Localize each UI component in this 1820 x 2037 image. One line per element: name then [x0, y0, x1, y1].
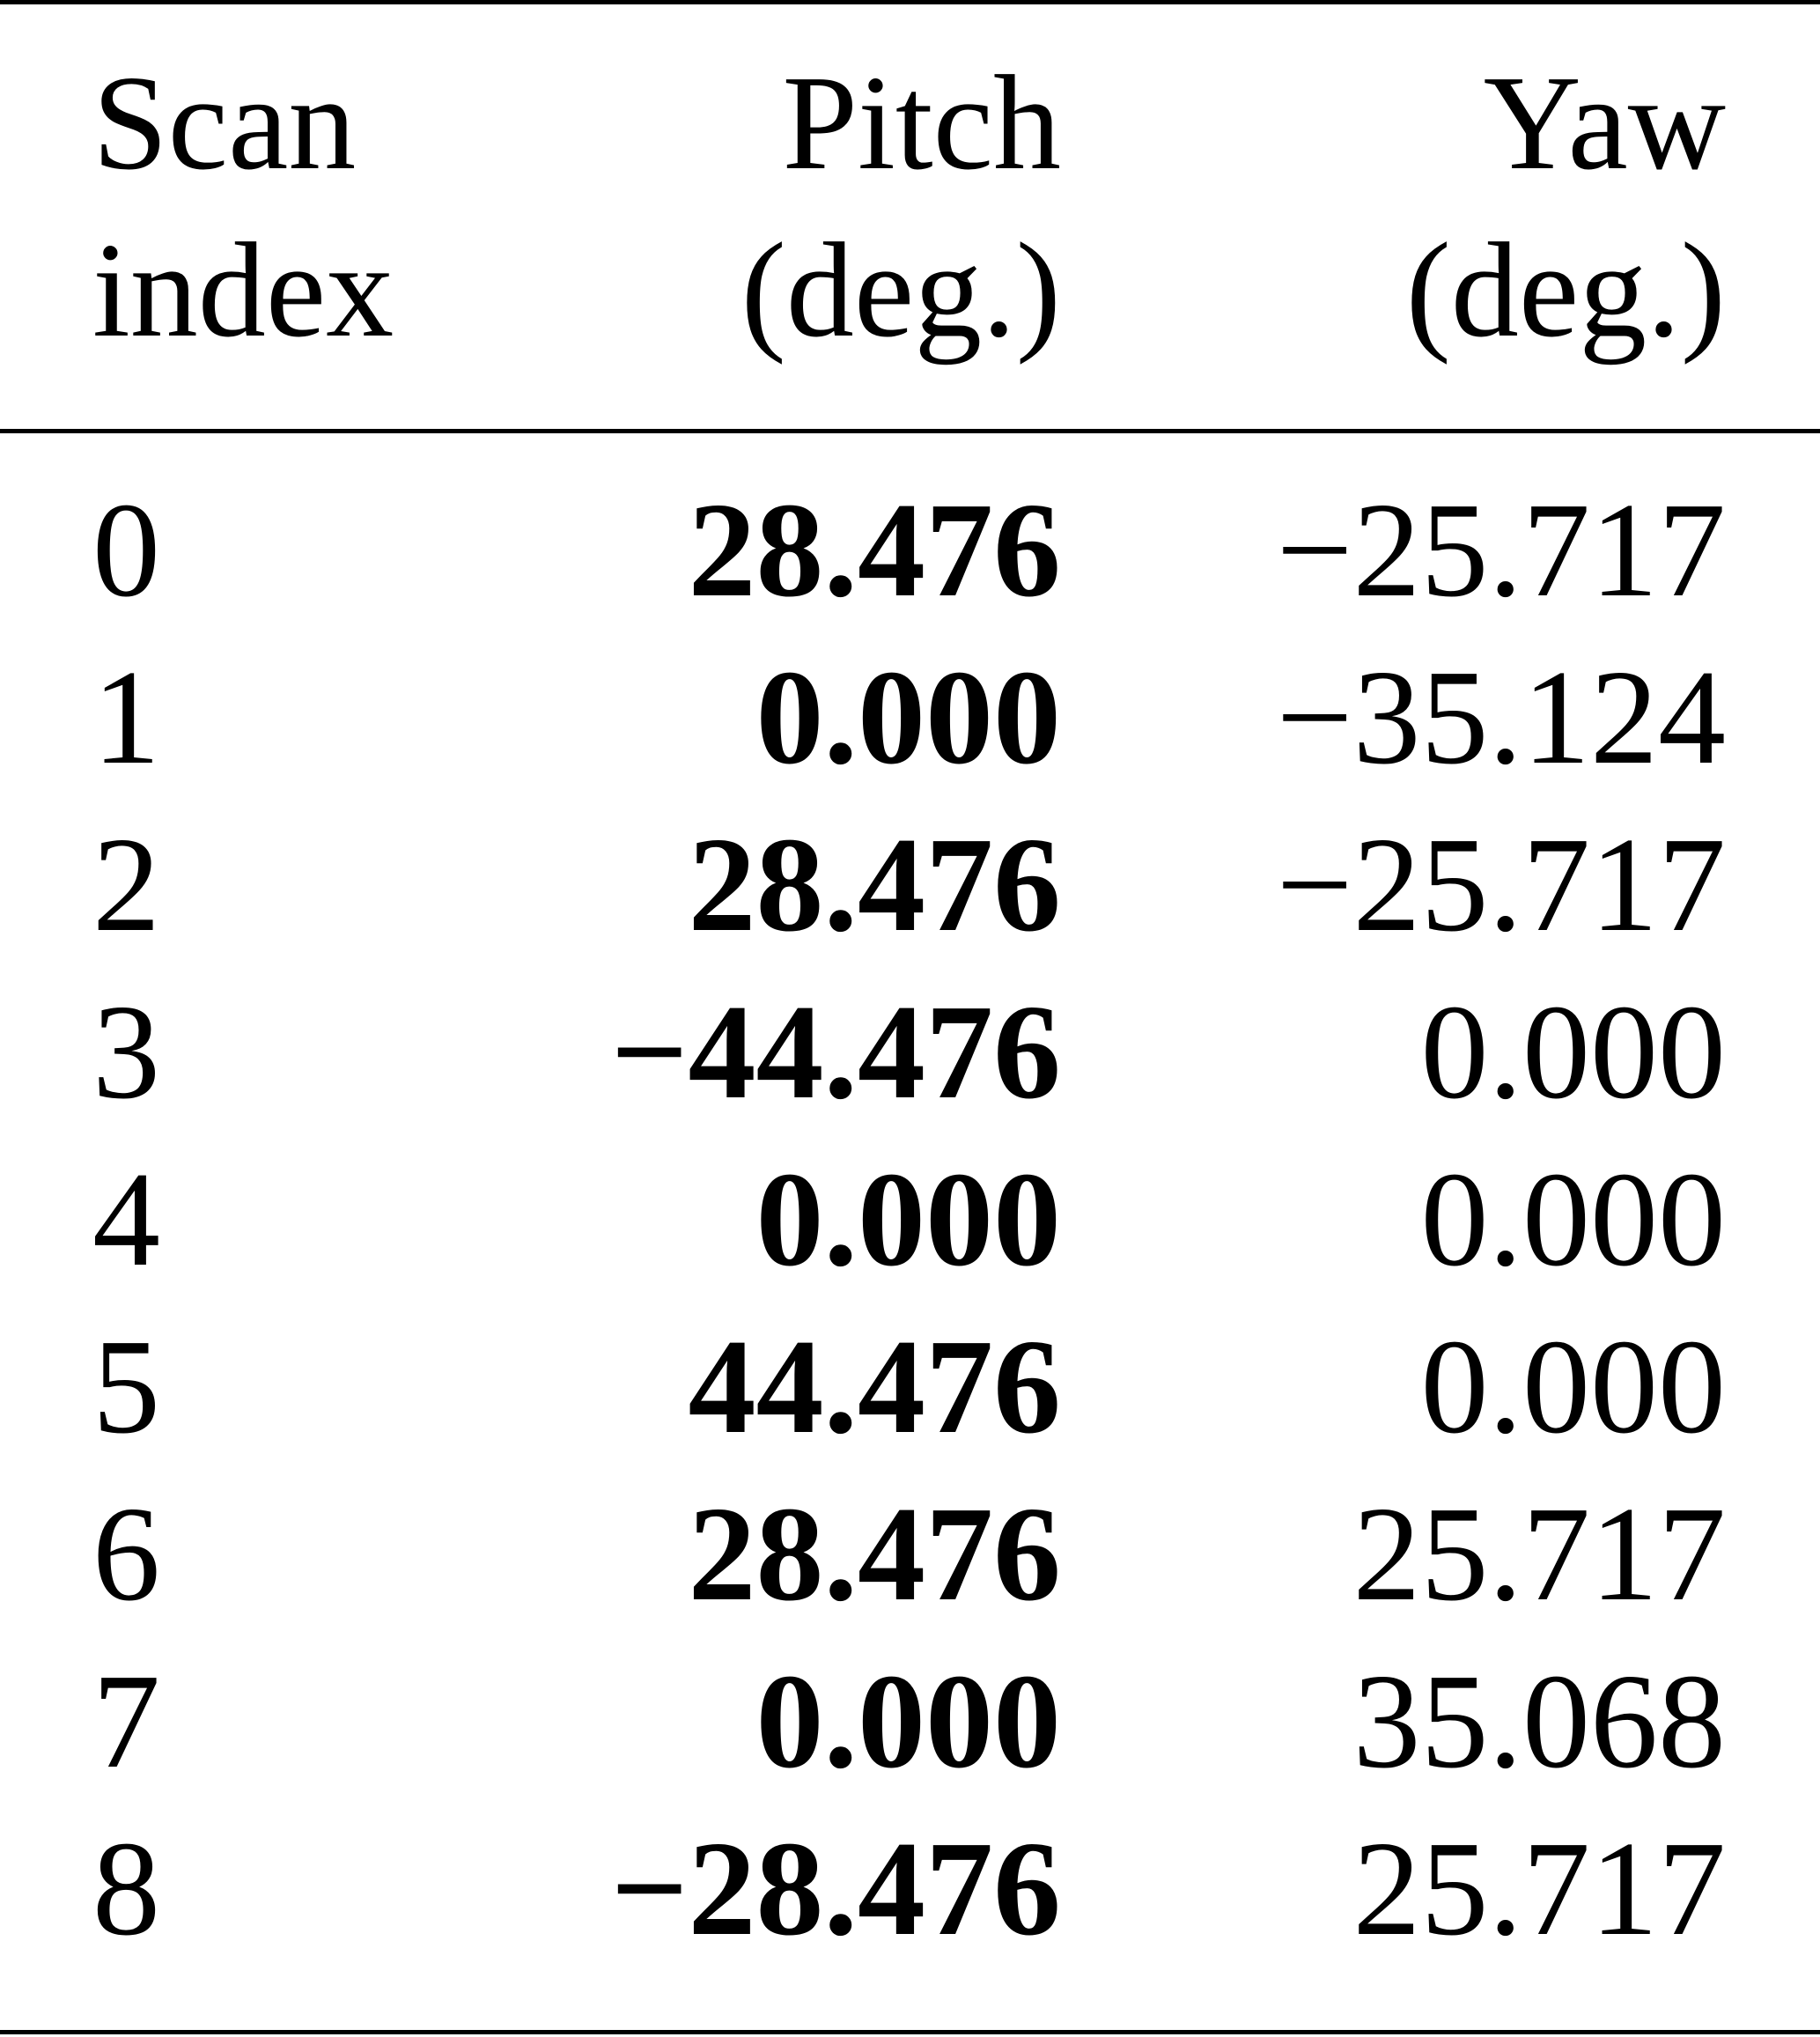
cell-pitch: 0.000: [755, 1647, 1061, 1797]
cell-scan-index: 6: [92, 1480, 160, 1629]
cell-pitch: 0.000: [755, 1145, 1061, 1295]
cell-pitch: −28.476: [610, 1814, 1061, 1964]
cell-scan-index: 1: [92, 643, 160, 793]
cell-pitch: 28.476: [688, 810, 1061, 960]
cell-yaw: −25.717: [1276, 476, 1726, 625]
cell-pitch: 0.000: [755, 643, 1061, 793]
header-pitch-line2: (deg.): [741, 216, 1061, 365]
cell-scan-index: 4: [92, 1145, 160, 1295]
cell-scan-index: 0: [92, 476, 160, 625]
cell-yaw: 35.068: [1352, 1647, 1726, 1797]
cell-yaw: 0.000: [1420, 1312, 1726, 1462]
cell-yaw: 0.000: [1420, 978, 1726, 1127]
header-scan-line1: Scan: [92, 48, 357, 198]
cell-yaw: −35.124: [1276, 643, 1726, 793]
cell-yaw: −25.717: [1276, 810, 1726, 960]
header-yaw-line1: Yaw: [1483, 48, 1726, 198]
cell-pitch: 28.476: [688, 476, 1061, 625]
cell-yaw: 25.717: [1352, 1814, 1726, 1964]
cell-scan-index: 5: [92, 1312, 160, 1462]
cell-yaw: 0.000: [1420, 1145, 1726, 1295]
table-bottom-rule: [0, 2030, 1820, 2034]
cell-pitch: 44.476: [688, 1312, 1061, 1462]
header-scan-line2: index: [92, 216, 394, 365]
header-pitch-line1: Pitch: [782, 48, 1061, 198]
table-top-rule: [0, 0, 1820, 4]
cell-scan-index: 7: [92, 1647, 160, 1797]
table-header-rule: [0, 429, 1820, 433]
cell-pitch: 28.476: [688, 1480, 1061, 1629]
cell-scan-index: 3: [92, 978, 160, 1127]
header-yaw-line2: (deg.): [1405, 216, 1726, 365]
cell-scan-index: 2: [92, 810, 160, 960]
cell-scan-index: 8: [92, 1814, 160, 1964]
cell-pitch: −44.476: [610, 978, 1061, 1127]
cell-yaw: 25.717: [1352, 1480, 1726, 1629]
